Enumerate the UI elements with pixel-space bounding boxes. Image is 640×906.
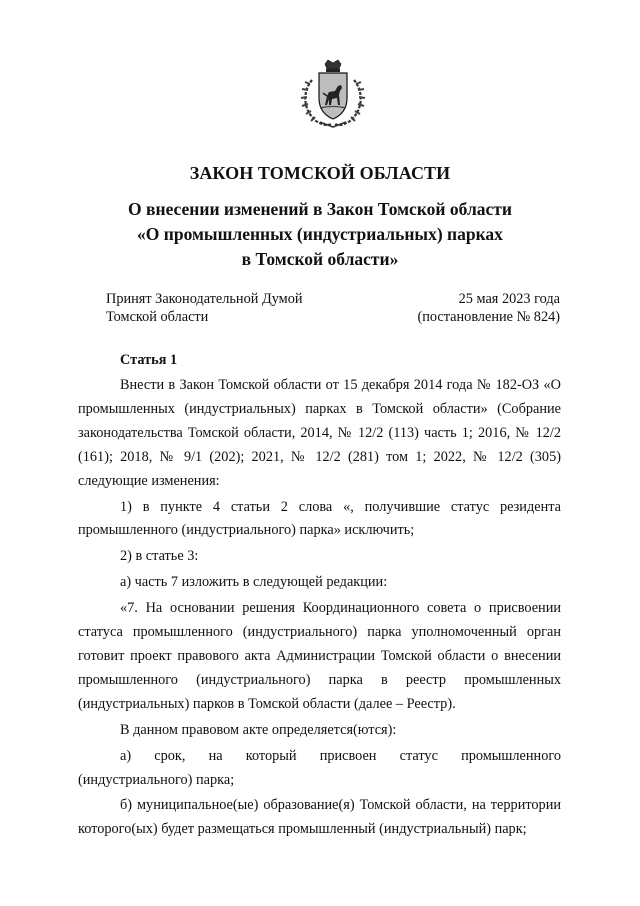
adoption-date	[417, 290, 560, 326]
document-subtitle	[0, 197, 640, 272]
paragraph: б) муниципальное(ые) образование(я) Томской области, на территории которого(ых) будет размещаться промышленный (индустриальный) парк;	[78, 797, 561, 838]
paragraph: В данном правовом акте определяется(ются):	[120, 721, 397, 738]
paragraph: 2) в статье 3:	[120, 548, 199, 565]
paragraph: Внести в Закон Томской области от 15 декабря 2014 года № 182-ОЗ «О промышленных (индустриальных) парках в Томской области» (Собрание законодательства Томской области, 2014, № 12/2 (113) часть 1; 2016, № 12/2 (161); 2018, № 9/1 (202); 2021, № 12/2 (281) том 1; 2022, № 12/2 (305) следующие изменения:	[78, 377, 561, 489]
paragraph: «7. На основании решения Координационного совета о присвоении статуса промышленного (индустриального) парка уполномоченный орган готовит проект правового акта Администрации Томской области о внесении промышленного (индустриального) парка в реестр промышленных (индустриальных) парков в Томской области (далее – Реестр).	[78, 600, 561, 712]
paragraph: а) срок, на который присвоен статус промышленного (индустриального) парка;	[78, 747, 561, 788]
tomsk-oblast-coat-of-arms-icon	[298, 58, 368, 130]
article-heading: Статья 1	[120, 352, 178, 368]
adopted-by-line: Принят Законодательной Думой	[106, 291, 303, 307]
adopted-by-line: Томской области	[106, 309, 209, 325]
subtitle-line: в Томской области»	[241, 249, 399, 269]
article-body	[78, 374, 561, 842]
document-title: ЗАКОН ТОМСКОЙ ОБЛАСТИ	[189, 163, 451, 183]
subtitle-line: «О промышленных (индустриальных) парках	[137, 224, 503, 244]
adopted-by	[106, 290, 303, 326]
paragraph: а) часть 7 изложить в следующей редакции:	[120, 574, 388, 591]
resolution-number: (постановление № 824)	[417, 309, 560, 325]
paragraph: 1) в пункте 4 статьи 2 слова «, получившие статус резидента промышленного (индустриального) парка» исключить;	[78, 498, 561, 539]
coat-of-arms-emblem	[298, 58, 368, 130]
adoption-date-line: 25 мая 2023 года	[458, 291, 560, 307]
subtitle-line: О внесении изменений в Закон Томской области	[128, 199, 512, 219]
